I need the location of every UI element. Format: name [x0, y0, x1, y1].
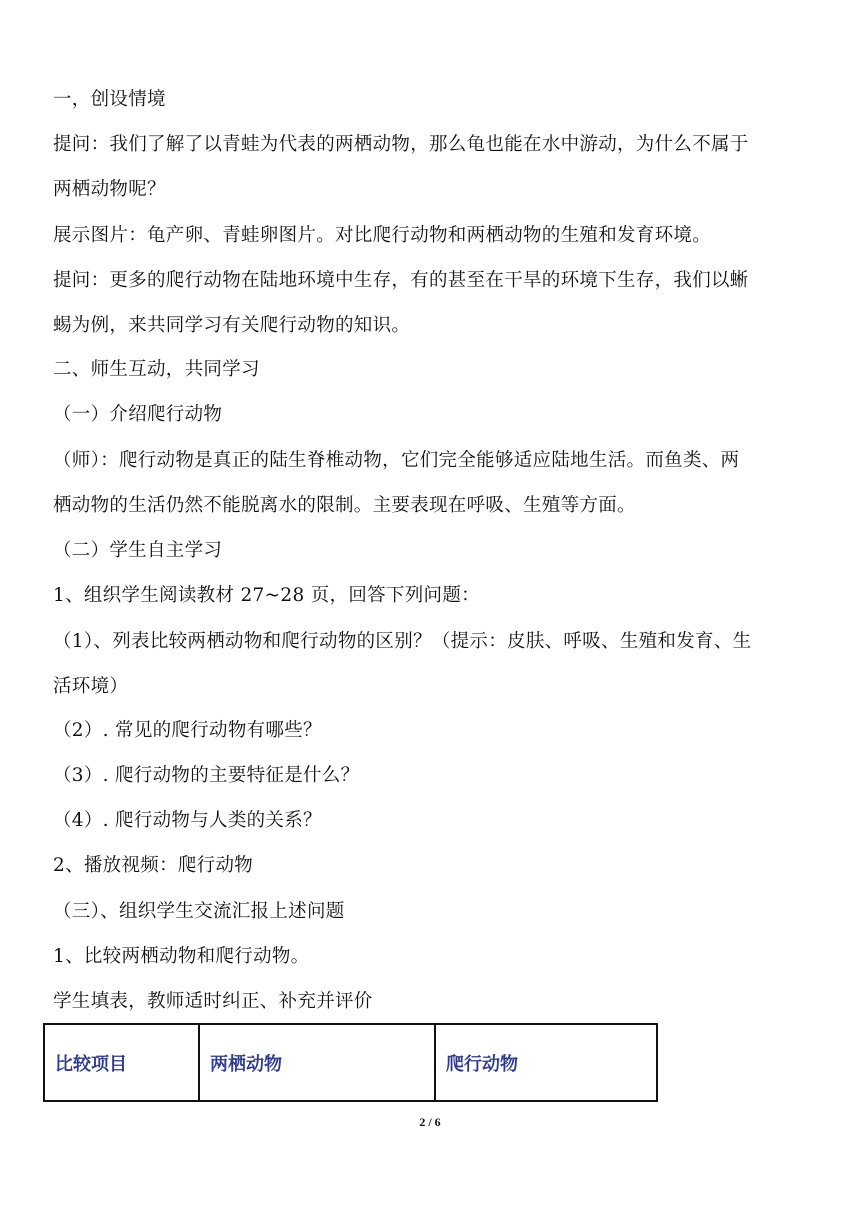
question-line: （1）、列表比较两栖动物和爬行动物的区别？（提示：皮肤、呼吸、生殖和发育、生	[53, 631, 752, 652]
paragraph-line: 学生填表，教师适时纠正、补充并评价	[53, 991, 373, 1012]
paragraph-line: 1、组织学生阅读教材 27~28 页，回答下列问题：	[53, 585, 480, 606]
paragraph-line: （师）：爬行动物是真正的陆生脊椎动物，它们完全能够适应陆地生活。而鱼类、两	[53, 450, 740, 471]
page-number: 2 / 6	[419, 1115, 441, 1129]
paragraph-line: 提问：我们了解了以青蛙为代表的两栖动物，那么龟也能在水中游动，为什么不属于	[53, 134, 749, 155]
question-line: 活环境）	[53, 676, 129, 697]
question-line: （4）. 爬行动物与人类的关系？	[53, 810, 322, 831]
subsection-heading: （二）学生自主学习	[53, 540, 223, 561]
subsection-heading: （一）介绍爬行动物	[53, 404, 223, 425]
paragraph-line: 提问：更多的爬行动物在陆地环境中生存，有的甚至在干旱的环境下生存，我们以蜥	[53, 270, 749, 291]
section-heading-2: 二、师生互动，共同学习	[53, 359, 260, 380]
table-header-row	[44, 1024, 657, 1101]
question-line: （3）. 爬行动物的主要特征是什么？	[53, 765, 360, 786]
paragraph-line: 展示图片：龟产卵、青蛙卵图片。对比爬行动物和两栖动物的生殖和发育环境。	[53, 225, 712, 246]
paragraph-line: 两栖动物呢？	[53, 179, 166, 200]
subsection-heading: （三）、组织学生交流汇报上述问题	[53, 901, 345, 922]
table-header-cell: 爬行动物	[435, 1024, 657, 1101]
comparison-table	[43, 1023, 658, 1102]
paragraph-line: 1、比较两栖动物和爬行动物。	[53, 946, 310, 967]
paragraph-line: 2、播放视频：爬行动物	[53, 855, 254, 876]
section-heading-1: 一，创设情境	[53, 89, 166, 110]
table-header-cell: 比较项目	[44, 1024, 199, 1101]
question-line: （2）. 常见的爬行动物有哪些？	[53, 720, 322, 741]
paragraph-line: 蜴为例，来共同学习有关爬行动物的知识。	[53, 315, 411, 336]
paragraph-line: 栖动物的生活仍然不能脱离水的限制。主要表现在呼吸、生殖等方面。	[53, 495, 636, 516]
table-header-cell: 两栖动物	[199, 1024, 435, 1101]
